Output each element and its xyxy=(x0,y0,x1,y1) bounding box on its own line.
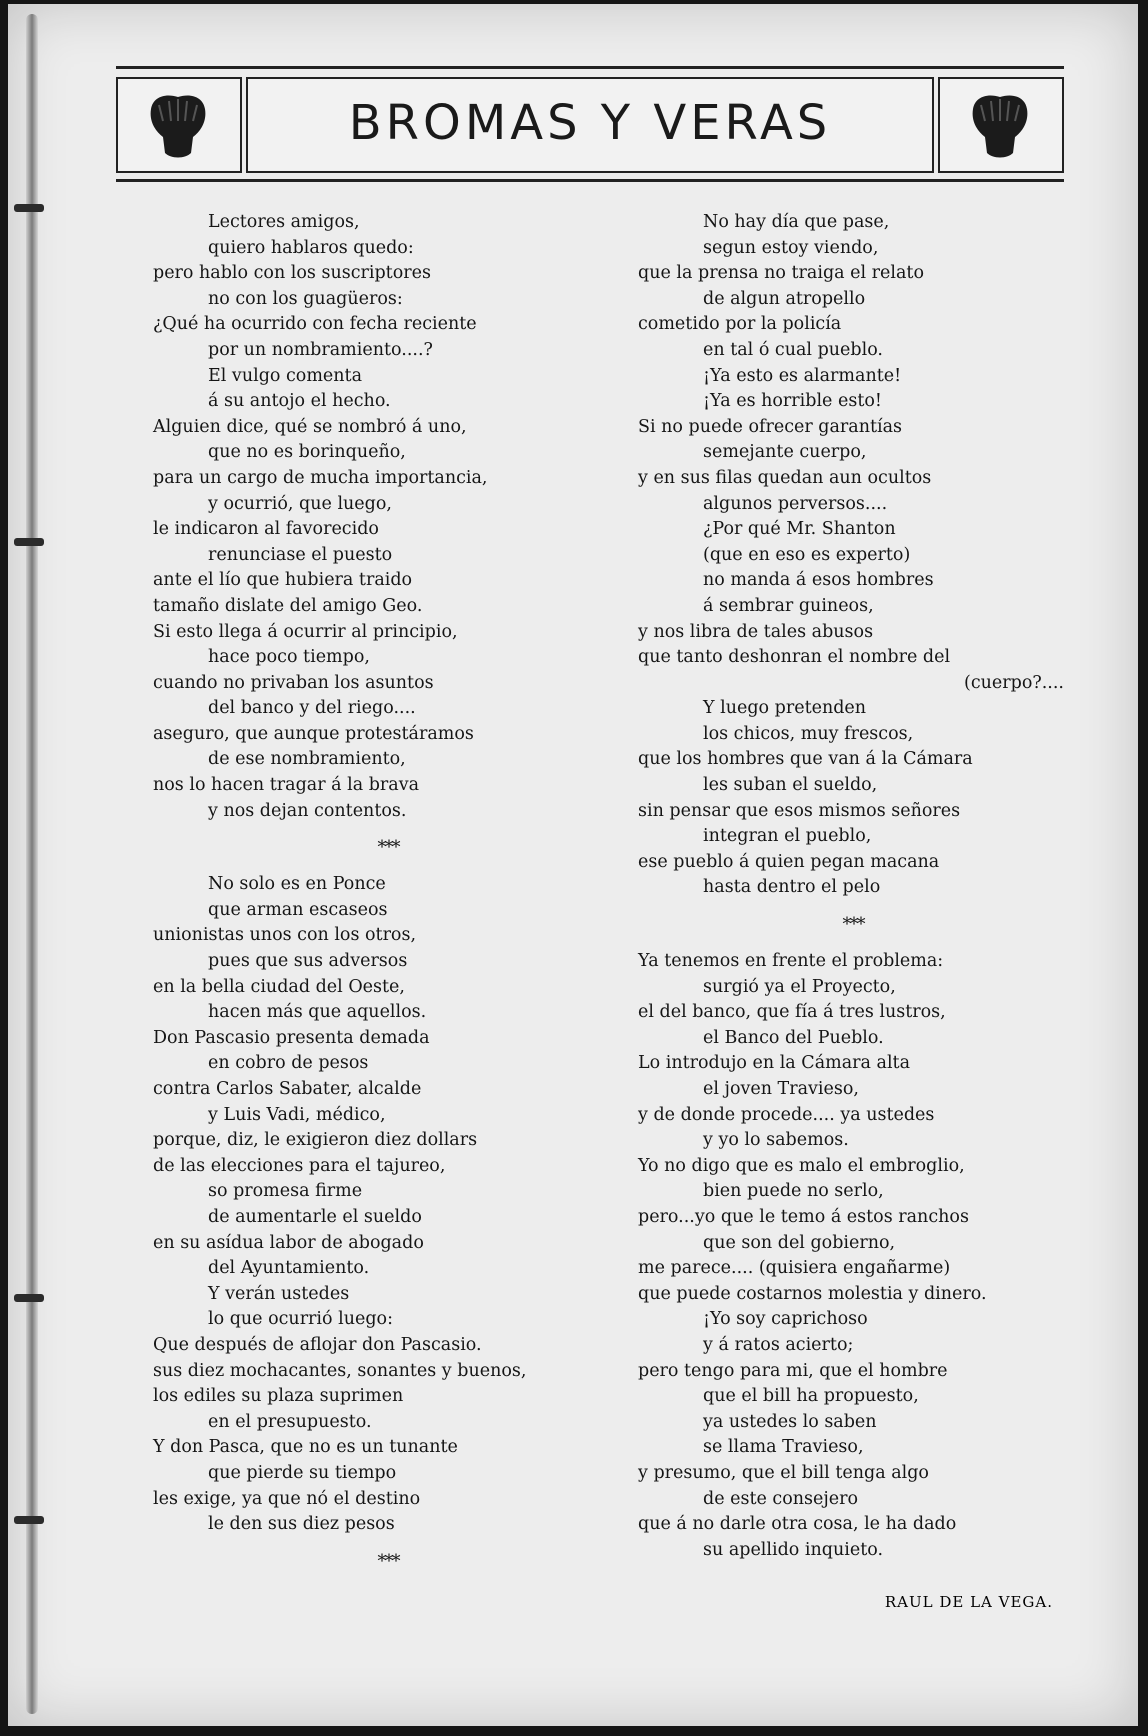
crest-ornament-icon xyxy=(145,91,211,161)
poem-line: cuando no privaban los asuntos xyxy=(153,672,434,693)
poem-line: sin pensar que esos mismos señores xyxy=(638,800,961,821)
poem-line: ¿Qué ha ocurrido con fecha reciente xyxy=(153,314,477,335)
poem-line: Si esto llega á ocurrir al principio, xyxy=(153,621,458,642)
poem-line: No solo es en Ponce xyxy=(208,874,386,895)
poem-line: Si no puede ofrecer garantías xyxy=(638,416,903,437)
binding-staple xyxy=(14,1516,44,1524)
poem-line: que pierde su tiempo xyxy=(208,1462,397,1483)
poem-line: y yo lo sabemos. xyxy=(703,1130,849,1151)
poem-line: cometido por la policía xyxy=(638,314,842,335)
poem-line: ¿Por qué Mr. Shanton xyxy=(703,519,896,540)
author-signature: RAUL DE LA VEGA. xyxy=(884,1593,1053,1611)
poem-line: que los hombres que van á la Cámara xyxy=(638,749,973,770)
poem-line: á sembrar guineos, xyxy=(703,595,874,616)
poem-line: pues que sus adversos xyxy=(208,951,408,972)
poem-line: segun estoy viendo, xyxy=(703,237,879,258)
poem-line: que á no darle otra cosa, le ha dado xyxy=(638,1514,957,1535)
poem-line: Don Pascasio presenta demada xyxy=(153,1027,430,1048)
poem-line: me parece.... (quisiera engañarme) xyxy=(638,1258,951,1279)
poem-line: del banco y del riego.... xyxy=(208,698,416,719)
poem-line: ¡Yo soy caprichoso xyxy=(703,1309,868,1330)
poem-line: hace poco tiempo, xyxy=(208,647,370,668)
poem-line: lo que ocurrió luego: xyxy=(208,1309,393,1330)
poem-line: de este consejero xyxy=(703,1488,859,1509)
poem-line: y nos libra de tales abusos xyxy=(638,621,874,642)
poem-line: Y don Pasca, que no es un tunante xyxy=(153,1437,458,1458)
poem-line: hacen más que aquellos. xyxy=(208,1002,427,1023)
poem-line: ¡Ya es horrible esto! xyxy=(703,391,882,412)
poem-line: pero...yo que le temo á estos ranchos xyxy=(638,1206,969,1227)
poem-line: unionistas unos con los otros, xyxy=(153,925,417,946)
poem-line: de algun atropello xyxy=(703,288,866,309)
poem-line: renunciase el puesto xyxy=(208,544,393,565)
poem-line: tamaño dislate del amigo Geo. xyxy=(153,595,423,616)
poem-line: que no es borinqueño, xyxy=(208,442,406,463)
poem-line: por un nombramiento....? xyxy=(208,339,433,360)
magazine-page xyxy=(8,4,1138,1726)
poem-line: quiero hablaros quedo: xyxy=(208,237,414,258)
poem-line: y ocurrió, que luego, xyxy=(208,493,392,514)
poem-line: y nos dejan contentos. xyxy=(208,800,407,821)
poem-line: que puede costarnos molestia y dinero. xyxy=(638,1283,987,1304)
poem-line: aseguro, que aunque protestáramos xyxy=(153,723,474,744)
poem-line: les exige, ya que nó el destino xyxy=(153,1488,421,1509)
poem-line: Ya tenemos en frente el problema: xyxy=(638,951,944,972)
poem-line: en la bella ciudad del Oeste, xyxy=(153,976,405,997)
poem-line: el joven Travieso, xyxy=(703,1079,859,1099)
poem-line: ¡Ya esto es alarmante! xyxy=(703,365,902,386)
masthead-ornament-right xyxy=(938,77,1064,173)
poem-line: y de donde procede.... ya ustedes xyxy=(638,1104,935,1125)
masthead-ornament-left xyxy=(116,77,242,173)
poem-line: les suban el sueldo, xyxy=(703,775,878,796)
poem-line: pero tengo para mi, que el hombre xyxy=(638,1360,948,1381)
poem-line: so promesa firme xyxy=(208,1181,363,1202)
poem-line: y Luis Vadi, médico, xyxy=(208,1104,386,1125)
poem-line: (que en eso es experto) xyxy=(703,544,911,565)
poem-line: que son del gobierno, xyxy=(703,1232,896,1253)
crest-ornament-icon xyxy=(967,91,1033,161)
poem-line: Y luego pretenden xyxy=(703,698,867,719)
poem-line: no manda á esos hombres xyxy=(703,570,934,591)
poem-line: ese pueblo á quien pegan macana xyxy=(638,851,940,872)
poem-line: de aumentarle el sueldo xyxy=(208,1206,422,1227)
poem-line: su apellido inquieto. xyxy=(703,1539,884,1560)
poem-column-right xyxy=(638,210,1068,1563)
poem-line: nos lo hacen tragar á la brava xyxy=(153,775,420,796)
poem-line: en tal ó cual pueblo. xyxy=(703,339,883,360)
poem-line: Lo introdujo en la Cámara alta xyxy=(638,1053,911,1074)
poem-line: del Ayuntamiento. xyxy=(208,1258,370,1279)
poem-line: en su asídua labor de abogado xyxy=(153,1232,424,1253)
poem-line: ante el lío que hubiera traido xyxy=(153,570,413,591)
poem-line: le den sus diez pesos xyxy=(208,1514,395,1535)
poem-line: no con los guagüeros: xyxy=(208,288,403,309)
poem-line: porque, diz, le exigieron diez dollars xyxy=(153,1130,478,1151)
poem-line: El vulgo comenta xyxy=(208,365,363,386)
section-divider-asterism: *** xyxy=(842,914,864,936)
poem-line: sus diez mochacantes, sonantes y buenos, xyxy=(153,1360,527,1381)
binding-staple xyxy=(14,1294,44,1302)
poem-line: y á ratos acierto; xyxy=(703,1334,854,1355)
poem-line: Alguien dice, qué se nombró á uno, xyxy=(153,416,467,437)
binding-staple xyxy=(14,538,44,546)
poem-line: los ediles su plaza suprimen xyxy=(153,1386,404,1407)
poem-line: integran el pueblo, xyxy=(703,826,872,847)
poem-line: pero hablo con los suscriptores xyxy=(153,263,431,284)
poem-line: que la prensa no traiga el relato xyxy=(638,263,924,284)
masthead xyxy=(116,66,1064,182)
poem-line: ya ustedes lo saben xyxy=(703,1411,877,1432)
poem-line: los chicos, muy frescos, xyxy=(703,723,914,744)
masthead-title-box xyxy=(246,77,934,173)
poem-line: (cuerpo?.... xyxy=(964,672,1064,693)
poem-line: que el bill ha propuesto, xyxy=(703,1386,919,1407)
poem-line: hasta dentro el pelo xyxy=(703,877,881,898)
poem-line: para un cargo de mucha importancia, xyxy=(153,467,488,488)
binding-edge xyxy=(26,14,38,1714)
poem-line: de las elecciones para el tajureo, xyxy=(153,1155,446,1176)
poem-line: Lectores amigos, xyxy=(208,212,360,232)
poem-line: se llama Travieso, xyxy=(703,1437,864,1458)
poem-line: Que después de aflojar don Pascasio. xyxy=(153,1334,482,1355)
poem-line: y en sus filas quedan aun ocultos xyxy=(638,467,932,488)
poem-line: el Banco del Pueblo. xyxy=(703,1027,884,1048)
poem-line: en el presupuesto. xyxy=(208,1411,372,1432)
poem-line: Yo no digo que es malo el embroglio, xyxy=(638,1155,965,1176)
poem-line: Y verán ustedes xyxy=(208,1283,350,1304)
poem-line: contra Carlos Sabater, alcalde xyxy=(153,1079,422,1099)
poem-column-left xyxy=(153,210,623,1586)
poem-line: le indicaron al favorecido xyxy=(153,519,379,540)
poem-line: semejante cuerpo, xyxy=(703,442,867,463)
page-title: BROMAS Y VERAS xyxy=(348,95,832,151)
section-divider-asterism: *** xyxy=(377,837,399,859)
poem-line: de ese nombramiento, xyxy=(208,749,406,770)
poem-line: el del banco, que fía á tres lustros, xyxy=(638,1002,946,1023)
poem-line: bien puede no serlo, xyxy=(703,1181,884,1202)
poem-line: que tanto deshonran el nombre del xyxy=(638,647,951,668)
poem-line: que arman escaseos xyxy=(208,899,388,920)
poem-line: y presumo, que el bill tenga algo xyxy=(638,1462,929,1483)
poem-line: No hay día que pase, xyxy=(703,212,890,232)
section-divider-asterism: *** xyxy=(377,1550,399,1572)
poem-line: surgió ya el Proyecto, xyxy=(703,976,896,997)
poem-line: en cobro de pesos xyxy=(208,1053,369,1074)
poem-line: algunos perversos.... xyxy=(703,493,888,514)
poem-line: á su antojo el hecho. xyxy=(208,391,391,412)
binding-staple xyxy=(14,204,44,212)
